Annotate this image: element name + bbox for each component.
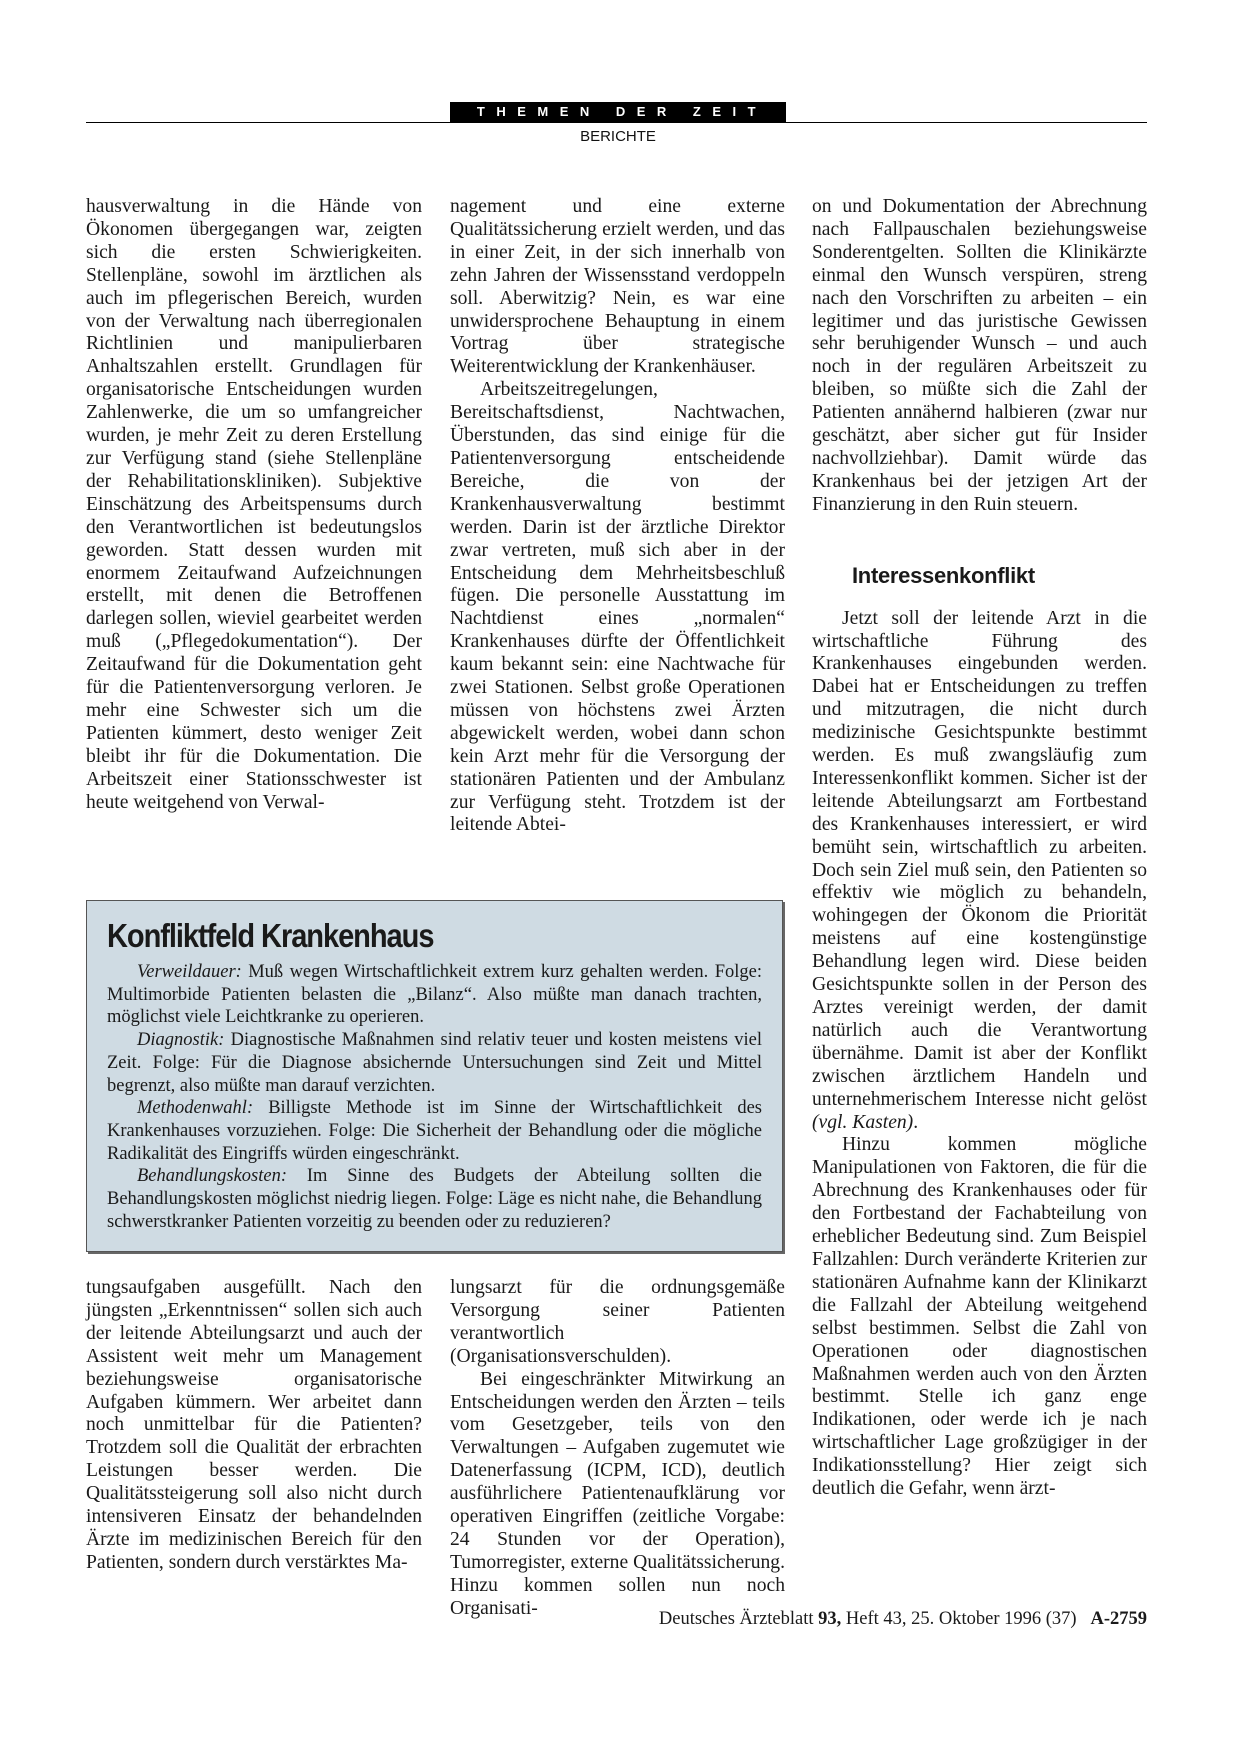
journal-volume: 93, — [818, 1609, 842, 1629]
box-item — [107, 1029, 762, 1097]
box-title: Konfliktfeld Krankenhaus — [107, 917, 434, 954]
paragraph — [812, 608, 1147, 1135]
subheading: Interessenkonflikt — [852, 562, 1035, 588]
column-1-bottom — [86, 1277, 422, 1575]
section-header-band: THEMEN DER ZEIT — [450, 102, 786, 122]
journal-issue: Heft 43, 25. Oktober 1996 (37) — [845, 1609, 1077, 1629]
box-item-text: Diagnostische Maßnahmen sind relativ teuer und kosten meistens viel Zeit. Folge: Für die Diagnose absichernde Untersuchungen sind Zeit und Mittel begrenzt, also müßte man darauf verzichten. — [107, 1030, 762, 1096]
journal-name: Deutsches Ärzteblatt — [658, 1609, 814, 1629]
box-item-term: Verweildauer: — [137, 962, 242, 982]
paragraph: Hinzu kommen mögliche Manipulationen von Faktoren, die für die Abrechnung des Krankenhauses oder für den Fortbestand der Fachabteilung von erheblicher Bedeutung sind. Zum Beispiel Fallzahlen: Durch veränderte Kriterien zur stationären Aufnahme kann der Klinikarzt die Fallzahl der Abteilung weitgehend selbst bestimmen. Selbst die Zahl von Operationen oder diagnostischen Maßnahmen werden auch von den Ärzten bestimmt. Stelle ich ganz enge Indikationen, oder werde ich je nach wirtschaftlicher Lage großzügiger in der Indikationsstellung? Hier zeigt sich deutlich die Gefahr, wenn ärzt- — [812, 1134, 1147, 1500]
paragraph: lungsarzt für die ordnungsgemäße Versorgung seiner Patienten verantwortlich (Organisationsverschulden). — [450, 1277, 785, 1367]
header-rule — [86, 122, 1147, 123]
box-item-text: Im Sinne des Budgets der Abteilung sollten die Behandlungskosten möglichst niedrig liegen. Folge: Läge es nicht nahe, die Behandlung schwerstkranker Patienten vorzeitig zu beenden oder zu reduzieren? — [107, 1166, 762, 1232]
paragraph: nagement und eine externe Qualitätssicherung erzielt werden, und das in einer Zeit, in der sich innerhalb von zehn Jahren der Wissensstand verdoppeln soll. Aberwitzig? Nein, es war eine unwidersprochene Behauptung in einem Vortrag über strategische Weiterentwicklung der Krankenhäuser. — [450, 196, 785, 378]
box-item-term: Behandlungskosten: — [137, 1166, 288, 1187]
page-number: A-2759 — [1090, 1609, 1147, 1629]
box-item-text: Muß wegen Wirtschaftlichkeit extrem kurz gehalten werden. Folge: Multimorbide Patienten belasten die „Bilanz“. Also müßte man danach trachten, möglichst viele Leichtkranke zu operieren. — [107, 962, 762, 1028]
column-1-top — [86, 196, 422, 814]
paragraph-end: . — [913, 1111, 919, 1133]
paragraph: on und Dokumentation der Abrechnung nach Fallpauschalen beziehungsweise Sonderentgelten. Sollten die Klinikärzte einmal den Wunsch verspüren, streng nach den Vorschriften zu arbeiten – ein legitimer und das juristische Gewissen sehr beruhigender Wunsch – und auch noch in der regulären Arbeitszeit zu bleiben, so müßte sich die Zahl der Patienten annähernd halbieren (zwar nur geschätzt, aber sicher gut für Insider nachvollziehbar). Damit würde das Krankenhaus bei der jetzigen Art der Finanzierung in den Ruin steuern. — [812, 196, 1147, 515]
box-item — [107, 1165, 762, 1233]
paragraph: Bei eingeschränkter Mitwirkung an Entscheidungen werden den Ärzten – teils vom Gesetzgeber, teils von den Verwaltungen – Aufgaben zugemutet wie Datenerfassung (ICPM, ICD), deutlich ausführlichere Patientenaufklärung vor operativen Eingriffen (zeitliche Vorgabe: 24 Stunden vor der Operation), Tumorregister, externe Qualitätssicherung. Hinzu kommen sollen nun noch Organisati- — [450, 1368, 785, 1619]
box-item — [107, 961, 762, 1029]
box-item-term: Diagnostik: — [137, 1030, 225, 1051]
box-reference: (vgl. Kasten) — [812, 1111, 914, 1133]
paragraph: Arbeitszeitregelungen, Bereitschaftsdienst, Nachtwachen, Überstunden, das sind einige für die Patientenversorgung entscheidende Bereiche, die von der Krankenhausverwaltung bestimmt werden. Darin ist der ärztliche Direktor zwar vertreten, muß sich aber in der Entscheidung dem Mehrheitsbeschluß fügen. Die personelle Ausstattung im Nachtdienst eines „normalen“ Krankenhauses dürfte der Öffentlichkeit kaum bekannt sein: eine Nachtwache für zwei Stationen. Selbst große Operationen müssen von höchstens zwei Ärzten abgewickelt werden, wobei dann schon kein Arzt mehr für die Versorgung der stationären Patienten und der Ambulanz zur Verfügung steht. Trotzdem ist der leitende Abtei- — [450, 379, 785, 836]
paragraph: hausverwaltung in die Hände von Ökonomen übergegangen war, zeigten sich die ersten Schwierigkeiten. Stellenpläne, sowohl im ärztlichen als auch im pflegerischen Bereich, wurden von der Verwaltung nach überregionalen Richtlinien und manipulierbaren Anhaltszahlen erstellt. Grundlagen für organisatorische Entscheidungen wurden Zahlenwerke, die um so umfangreicher wurden, je mehr Zeit zu deren Erstellung zur Verfügung stand (siehe Stellenpläne der Rehabilitationskliniken). Subjektive Einschätzung des Arbeitspensums durch den Verantwortlichen ist bedeutungslos geworden. Statt dessen wurden mit enormem Zeitaufwand Aufzeichnungen erstellt, mit denen die Betroffenen darlegen sollen, wieviel gearbeitet werden muß („Pflegedokumentation“). Der Zeitaufwand für die Dokumentation geht für die Patientenversorgung verloren. Je mehr eine Schwester sich um die Patienten kümmert, desto weniger Zeit bleibt ihr für die Dokumentation. Die Arbeitszeit einer Stationsschwester ist heute weitgehend von Verwal- — [86, 196, 422, 813]
box-item — [107, 1097, 762, 1165]
box-body — [107, 961, 762, 1233]
box-item-text: Billigste Methode ist im Sinne der Wirtschaftlichkeit des Krankenhauses vorzuziehen. Folge: Die Sicherheit der Behandlung oder die mögliche Radikalität des Eingriffs würden eingeschränkt. — [107, 1098, 762, 1164]
column-3 — [812, 196, 1147, 1501]
paragraph: tungsaufgaben ausgefüllt. Nach den jüngsten „Erkenntnissen“ sollen sich auch der leitende Abteilungsarzt und auch der Assistent weit mehr um Management beziehungsweise organisatorische Aufgaben kümmern. Wer arbeitet dann noch unmittelbar für die Patienten? Trotzdem soll die Qualität der erbrachten Leistungen besser werden. Die Qualitätssteigerung soll also nicht durch intensiveren Einsatz der behandelnden Ärzte im medizinischen Bereich für den Patienten, sondern durch verstärktes Ma- — [86, 1277, 422, 1573]
column-2-bottom — [450, 1277, 785, 1621]
section-label: BERICHTE — [580, 128, 656, 145]
page-footer — [659, 1609, 1147, 1630]
column-2-top — [450, 196, 785, 837]
box-item-term: Methodenwahl: — [137, 1098, 254, 1119]
paragraph-text: Jetzt soll der leitende Arzt in die wirtschaftliche Führung des Krankenhauses eingebunden werden. Dabei hat er Entscheidungen zu treffen und mitzutragen, die nicht durch medizinische Gesichtspunkte bestimmt werden. Es muß zwangsläufig zum Interessenkonflikt kommen. Sicher ist der leitende Abteilungsarzt am Fortbestand des Krankenhauses interessiert, er wird bemüht sein, wirtschaftlich zu arbeiten. Doch sein Ziel muß sein, den Patienten so effektiv wie möglich zu behandeln, wohingegen der Ökonom die Priorität meistens auf eine kostengünstige Behandlung legen wird. Diese beiden Gesichtspunkte sollen in der Person des Arztes vereinigt werden, der damit natürlich auch die Verantwortung übernähme. Damit ist aber der Konflikt zwischen ärztlichem Handeln und unternehmerischem Interesse nicht gelöst — [812, 607, 1147, 1110]
info-box — [86, 900, 783, 1252]
